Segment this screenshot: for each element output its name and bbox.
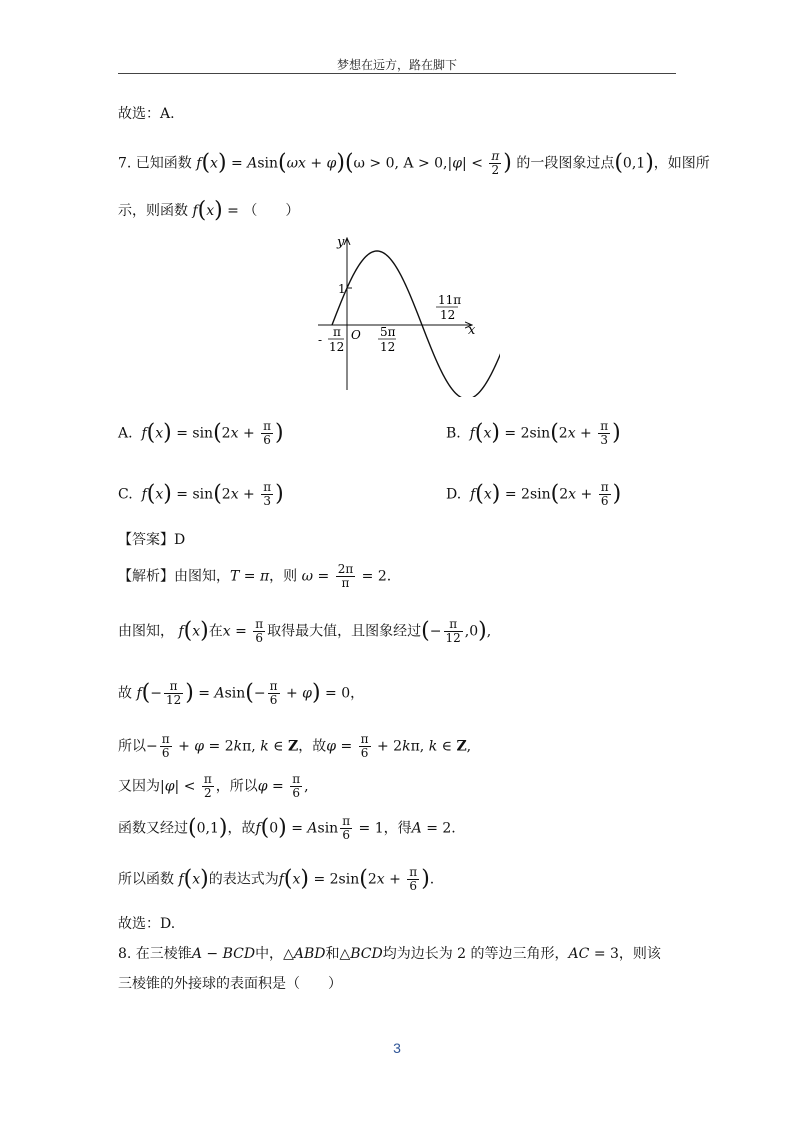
q7-number-text: 7. 已知函数 <box>118 155 192 172</box>
q7-stem-line2: 示，则函数 f(x) = （ ） <box>118 198 300 223</box>
page-number: 3 <box>393 1040 401 1056</box>
analysis-line6: 函数又经过(0,1)，故f(0) = Asin $\frac{\pi}{6}$ = 1，得A = 2. <box>118 814 456 842</box>
analysis-line4: 所以− $\frac{\pi}{6}$ + φ = 2kπ, k ∈ Z，故φ = $\frac{\pi}{6}$ + 2kπ, k ∈ Z, <box>118 732 472 760</box>
y-axis-label: y <box>337 235 345 250</box>
sine-graph <box>300 232 500 397</box>
five-pi-den: 12 <box>380 340 396 354</box>
analysis-line2: 由图知， f(x)在x = $\frac{\pi}{6}$ 取得最大值，且图象经过(− $\frac{\pi}{12}$ ,0), <box>118 617 492 645</box>
neg-sign: - <box>318 333 323 347</box>
eleven-pi-num: 11π <box>438 293 462 307</box>
q7-func: f <box>196 155 202 172</box>
option-c[interactable]: C. f(x) = sin(2x + $\frac{\pi}{3}$ ) <box>118 480 284 508</box>
neg-pi-den: 12 <box>329 340 345 354</box>
analysis-line5: 又因为|φ| < $\frac{\pi}{2}$ ，所以φ = $\frac{\pi}{6}$ , <box>118 772 309 800</box>
option-b[interactable]: B. f(x) = 2sin(2x + $\frac{\pi}{3}$ ) <box>446 419 621 447</box>
y-one-label: 1 <box>338 282 346 296</box>
q8-stem-line2: 三棱锥的外接球的表面积是（ ） <box>118 976 342 992</box>
origin-label: O <box>351 328 361 342</box>
q7-point: 0,1 <box>622 155 646 172</box>
header-rule <box>118 73 676 74</box>
analysis-line1: 【解析】由图知，T = π，则 ω = $\frac{2\pi}{\pi}$ = 2. <box>118 562 392 590</box>
q7-condition: ω > 0, A > 0, <box>353 155 448 172</box>
final-answer: 故选：D. <box>118 916 176 932</box>
q8-stem-line1: 8. 在三棱锥A − BCD中，△ABD和△BCD均为边长为 2 的等边三角形，AC = 3，则该 <box>118 946 661 962</box>
q7-cond-fraction: $\frac{\pi}{2}$ <box>491 149 500 177</box>
option-d[interactable]: D. f(x) = 2sin(2x + $\frac{\pi}{6}$ ) <box>446 480 622 508</box>
eleven-pi-den: 12 <box>440 308 456 322</box>
previous-answer: 故选：A. <box>118 106 175 122</box>
five-pi-num: 5π <box>380 325 396 339</box>
neg-pi-num: π <box>333 325 341 339</box>
analysis-line3: 故 f(− $\frac{\pi}{12}$ ) = Asin(− $\frac{\pi}{6}$ + φ) = 0， <box>118 679 365 707</box>
x-axis-label: x <box>468 323 476 338</box>
q7-stem-line1: 7. 已知函数 f(x) = Asin(ωx + φ)(ω > 0, A > 0,|φ| < $\frac{\pi}{2}$ ) 的一段图象过点(0,1)，如图所 <box>118 149 710 177</box>
answer-label: 【答案】D <box>118 532 186 548</box>
running-header: 梦想在远方，路在脚下 <box>336 58 457 72</box>
analysis-line7: 所以函数 f(x)的表达式为f(x) = 2sin(2x + $\frac{\pi}{6}$ ). <box>118 865 435 893</box>
option-a[interactable]: A. f(x) = sin(2x + $\frac{\pi}{6}$ ) <box>118 419 284 447</box>
